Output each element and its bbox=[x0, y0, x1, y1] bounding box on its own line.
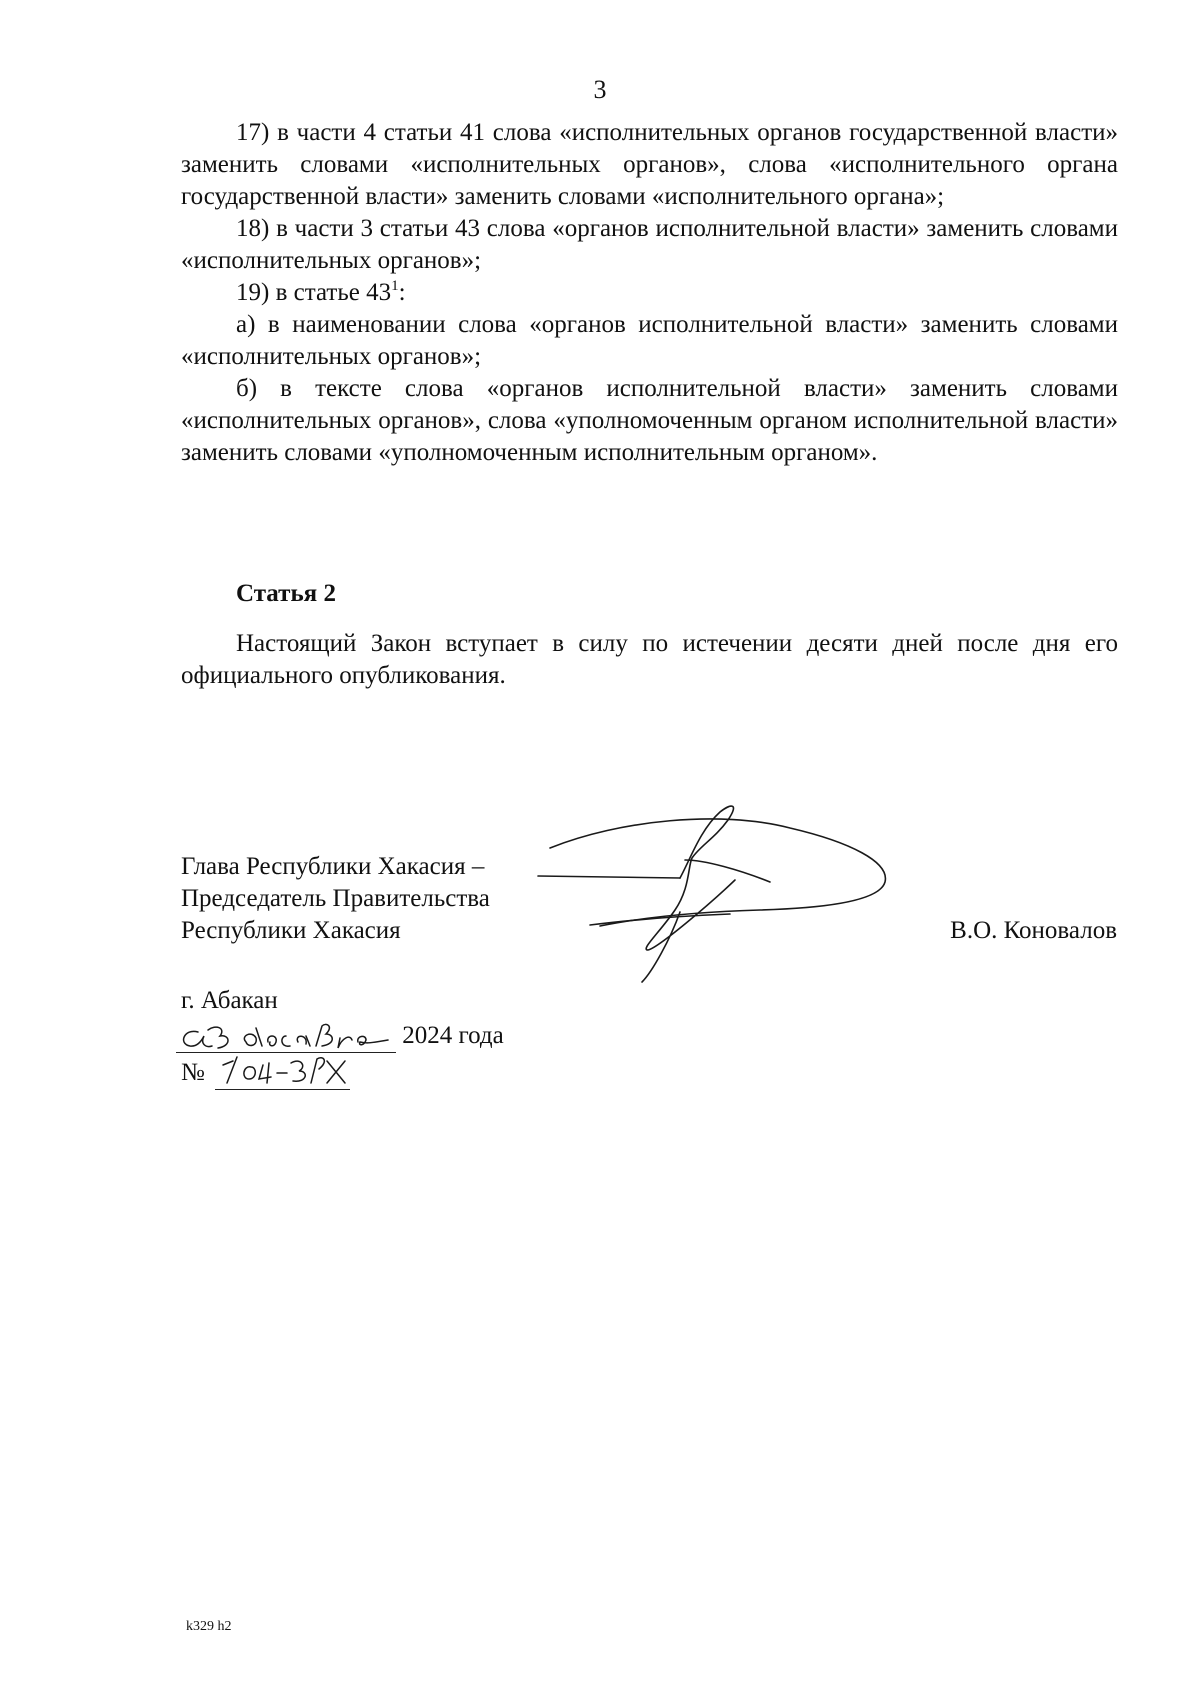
handwritten-signature bbox=[530, 800, 910, 990]
article-2-paragraph: Настоящий Закон вступает в силу по истечении десяти дней после дня его официального опубликования. bbox=[181, 630, 1118, 689]
item-19-prefix: 19) в статье 43 bbox=[236, 279, 392, 306]
footer-code: k329 h2 bbox=[186, 1619, 232, 1634]
item-17: 17) в части 4 статьи 41 слова «исполнительных органов государственной власти» заменить словами «исполнительных органов», слова «исполнительного органа государственной власти» заменить словами «исполнительного органа»; bbox=[181, 119, 1118, 210]
place-of-signing: г. Абакан bbox=[181, 987, 278, 1014]
handwritten-date bbox=[176, 1018, 396, 1053]
number-sign: № bbox=[181, 1059, 205, 1086]
item-19 bbox=[181, 277, 1118, 309]
date-year: 2024 года bbox=[402, 1022, 504, 1049]
article-2-text bbox=[181, 628, 1118, 692]
item-19a: а) в наименовании слова «органов исполнительной власти» заменить словами «исполнительных органов»; bbox=[181, 311, 1118, 370]
item-19-suffix: : bbox=[398, 279, 406, 306]
amendments-list bbox=[181, 117, 1118, 469]
item-19b: б) в тексте слова «органов исполнительной власти» заменить словами «исполнительных органов», слова «уполномоченным органом исполнительной власти» заменить словами «уполномоченным исполнительным органом». bbox=[181, 375, 1118, 466]
handwritten-date-ink bbox=[176, 1018, 396, 1052]
item-18: 18) в части 3 статьи 43 слова «органов исполнительной власти» заменить словами «исполнительных органов»; bbox=[181, 215, 1118, 274]
signing-date bbox=[176, 1018, 504, 1053]
law-number bbox=[181, 1053, 350, 1090]
page-number: 3 bbox=[593, 75, 607, 104]
item-19-superscript: 1 bbox=[391, 278, 399, 294]
signatory-title-line-3: Республики Хакасия bbox=[181, 917, 401, 944]
signatory-title-line-1: Глава Республики Хакасия – bbox=[181, 853, 485, 880]
signatory-title bbox=[181, 851, 490, 947]
handwritten-number-ink bbox=[215, 1053, 350, 1089]
article-2-heading: Статья 2 bbox=[236, 580, 336, 607]
handwritten-number bbox=[215, 1053, 350, 1090]
signatory-title-line-2: Председатель Правительства bbox=[181, 885, 490, 912]
signatory-name: В.О. Коновалов bbox=[950, 917, 1117, 944]
